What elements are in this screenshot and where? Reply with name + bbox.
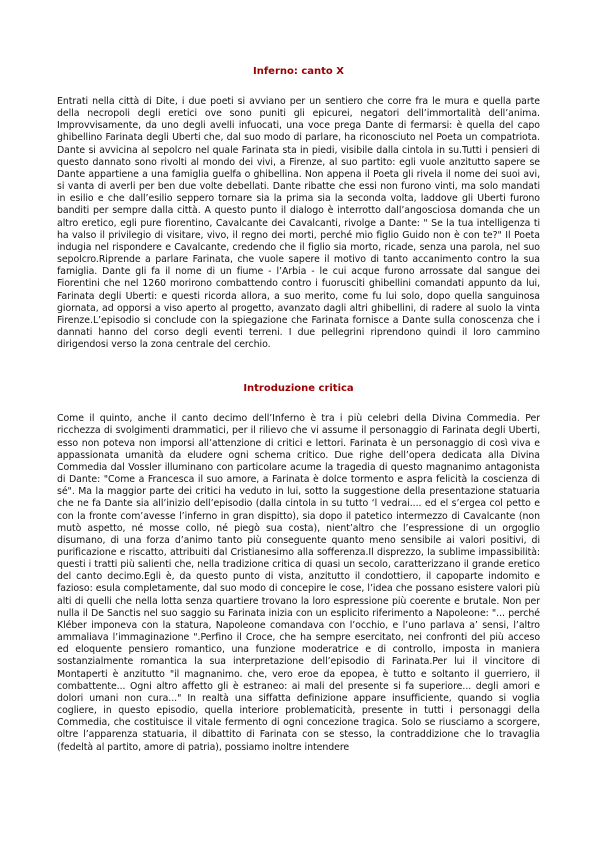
document-page [57, 66, 540, 754]
critical-intro-paragraph: Come il quinto, anche il canto decimo dell’Inferno è tra i più celebri della Divina Commedia. Per ricchezza di svolgimenti drammatici, per il rilievo che vi assume il personaggio di Farinata degli Uberti, esso non poteva non imporsi all’attenzione di critici e lettori. Farinata è un personaggio di così viva e appassionata umanità da eludere ogni schema critico. Due righe dell’opera dedicata alla Divina Commedia dal Vossler illuminano con particolare acume la tragedia di questo magnanimo antagonista di Dante: "Come a Francesca il suo amore, a Farinata è dolce tormento e aspra felicità la coscienza di sé". Ma la maggior parte dei critici ha veduto in lui, sotto la suggestione della presentazione statuaria che ne fa Dante sia all’inizio dell’episodio (dalla cintola in su tutto ‘l vedrai.... ed el s’ergea col petto e con la fronte com’avesse l’inferno in gran dispitto), sia dopo il patetico intermezzo di Cavalcante (non mutò aspetto, né mosse collo, né piegò sua costa), nient’altro che l’espressione di un orgoglio disumano, di una forza d’animo tanto più conseguente quanto meno sensibile ai valori positivi, di purificazione e riscatto, attribuiti dal Cristianesimo alla sofferenza.Il disprezzo, la sublime impassibilità: questi i tratti più salienti che, nella tradizione critica di quasi un secolo, caratterizzano il grande eretico del canto decimo.Egli è, da questo punto di vista, anzitutto il condottiero, il capoparte indomito e fazioso: esula completamente, dal suo modo di concepire le cose, l’idea che possano esistere valori più alti di quelli che nella lotta senza quartiere trovano la loro espressione più coerente e brutale. Non per nulla il De Sanctis nel suo saggio su Farinata inizia con un esplicito riferimento a Napoleone: "... perché Kléber imponeva con la statura, Napoleone comandava con l’occhio, e l’uno parlava a’ sensi, l’altro ammaliava l’immaginazione ".Perfino il Croce, che ha sempre esercitato, nei confronti del più acceso ed eloquente pensiero romantico, una funzione moderatrice e di controllo, imposta in maniera sostanzialmente romantica la sua interpretazione dell’episodio di Farinata.Per lui il vincitore di Montaperti è anzitutto "il magnanimo. che, vero eroe da epopea, è tutto e soltanto il guerriero, il combattente... Ogni altro affetto gli è estraneo: ai mali del presente si fa superiore... degli amori e dolori umani non cura..." In realtà una siffatta definizione appare insufficiente, quando si voglia cogliere, in questo episodio, quella interiore problematicità, presente in tutti i personaggi della Commedia, che costituisce il vitale fermento di ogni concezione tragica. Solo se riusciamo a scorgere, oltre l’apparenza statuaria, il dibattito di Farinata con se stesso, la contraddizione che lo travaglia (fedeltà al partito, amore di patria), possiamo inoltre intendere [57, 413, 540, 753]
summary-paragraph: Entrati nella città di Dite, i due poeti si avviano per un sentiero che corre fra le mura e quella parte della necropoli degli eretici ove sono puniti gli epicurei, negatori dell’immortalità dell’anima. Improvvisamente, da uno degli avelli infuocati, una voce prega Dante di fermarsi: è quella del capo ghibellino Farinata degli Uberti che, dal suo modo di parlare, ha riconosciuto nel Poeta un compatriota. Dante si avvicina al sepolcro nel quale Farinata sta in piedi, visibile dalla cintola in su.Tutti i pensieri di questo dannato sono rivolti al mondo dei vivi, a Firenze, al suo partito: egli vuole anzitutto sapere se Dante appartiene a una famiglia guelfa o ghibellina. Non appena il Poeta gli rivela il nome dei suoi avi, si vanta di averli per ben due volte debellati. Dante ribatte che essi non furono vinti, ma solo mandati in esilio e che dall’esilio seppero tornare sia la prima sia la seconda volta, laddove gli Uberti furono banditi per sempre dalla città. A questo punto il dialogo è interrotto dall’angosciosa domanda che un altro eretico, egli pure fiorentino, Cavalcante dei Cavalcanti, rivolge a Dante: " Se la tua intelligenza ti ha valso il privilegio di visitare, vivo, il regno dei morti, perché mio figlio Guido non è con te?" Il Poeta indugia nel rispondere e Cavalcante, credendo che il figlio sia morto, ricade, senza una parola, nel suo sepolcro.Riprende a parlare Farinata, che vuole sapere il motivo di tanto accanimento contro la sua famiglia. Dante gli fa il nome di un fiume - l’Arbia - le cui acque furono arrossate dal sangue dei Fiorentini che nel 1260 morirono combattendo contro i fuorusciti ghibellini comandati appunto da lui, Farinata degli Uberti: e questi ricorda allora, a suo merito, come fu lui solo, dopo quella sanguinosa giornata, ad opporsi a viso aperto al progetto, avanzato dagli altri ghibellini, di radere al suolo la vinta Firenze.L’episodio si conclude con la spiegazione che Farinata fornisce a Dante sulla conoscenza che i dannati hanno del corso degli eventi terreni. I due pellegrini riprendono quindi il loro cammino dirigendosi verso la zona centrale del cerchio. [57, 96, 540, 351]
section-title-critica: Introduzione critica [243, 383, 354, 395]
section-title-canto: Inferno: canto X [252, 66, 344, 77]
